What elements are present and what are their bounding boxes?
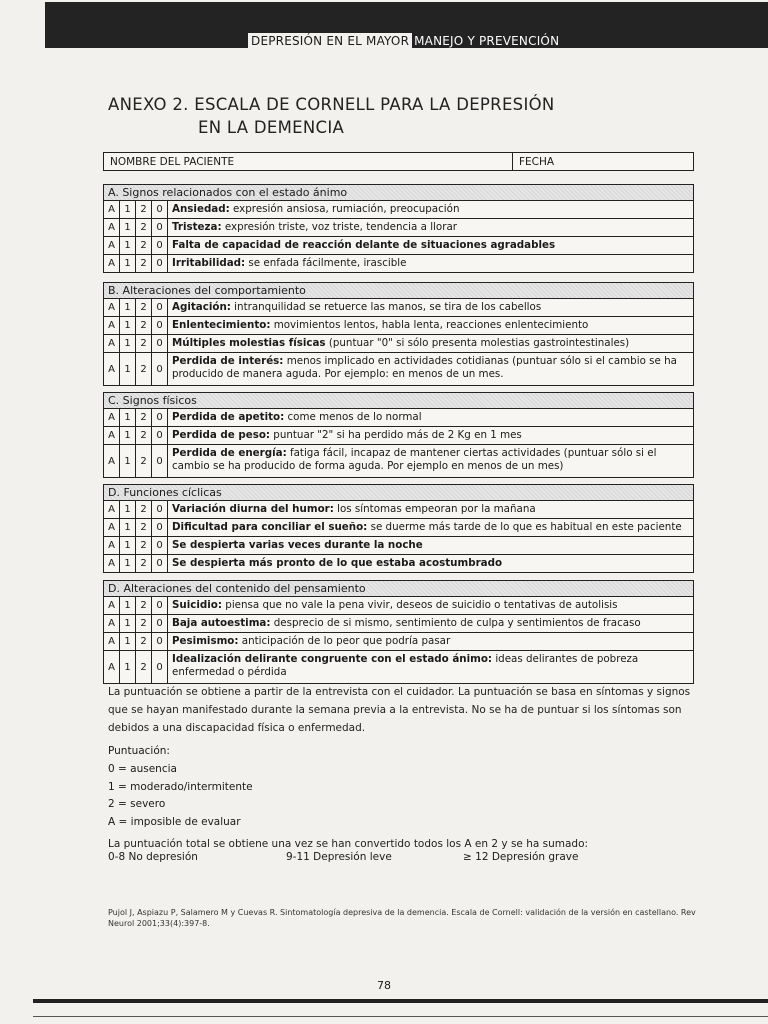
item-text: (puntuar "0" si sólo presenta molestias gastrointestinales) bbox=[325, 337, 630, 349]
score-option-cell: 1 bbox=[120, 633, 136, 650]
item-description bbox=[168, 597, 693, 614]
item-text: se duerme más tarde de lo que es habitual en este paciente bbox=[367, 521, 682, 533]
date-label: FECHA bbox=[519, 156, 555, 168]
item-description bbox=[168, 633, 693, 650]
item-label: Dificultad para conciliar el sueño: bbox=[172, 521, 368, 533]
scoring-legend bbox=[108, 743, 253, 832]
score-option-cell: A bbox=[104, 317, 120, 334]
score-option-cell: 0 bbox=[152, 353, 168, 385]
item-label: Idealización delirante congruente con el estado ánimo: bbox=[172, 653, 493, 665]
item-description bbox=[168, 555, 693, 572]
score-option-cell: 2 bbox=[136, 651, 152, 683]
score-option-cell: 2 bbox=[136, 409, 152, 426]
scale-item-row bbox=[104, 317, 693, 335]
scale-section bbox=[103, 282, 694, 386]
score-option-cell: 0 bbox=[152, 651, 168, 683]
item-description bbox=[168, 445, 693, 477]
score-option-cell: 1 bbox=[120, 317, 136, 334]
scale-item-row bbox=[104, 537, 693, 555]
score-option-cell: 0 bbox=[152, 201, 168, 218]
score-option-cell: A bbox=[104, 201, 120, 218]
item-description bbox=[168, 615, 693, 632]
running-header-right: MANEJO Y PREVENCIÓN bbox=[414, 34, 560, 48]
score-option-cell: 1 bbox=[120, 615, 136, 632]
scoring-item: 0 = ausencia bbox=[108, 762, 177, 775]
score-option-cell: 1 bbox=[120, 445, 136, 477]
score-option-cell: A bbox=[104, 555, 120, 572]
scale-item-row bbox=[104, 409, 693, 427]
score-option-cell: A bbox=[104, 237, 120, 254]
score-option-cell: 2 bbox=[136, 427, 152, 444]
item-text: piensa que no vale la pena vivir, deseos de suicidio o tentativas de autolisis bbox=[222, 599, 618, 611]
score-option-cell: 0 bbox=[152, 219, 168, 236]
item-label: Pesimismo: bbox=[172, 635, 239, 647]
score-option-cell: A bbox=[104, 501, 120, 518]
score-option-cell: A bbox=[104, 353, 120, 385]
scale-item-row bbox=[104, 201, 693, 219]
score-option-cell: A bbox=[104, 335, 120, 352]
total-no-depression: 0-8 No depresión bbox=[108, 851, 198, 863]
score-option-cell: 1 bbox=[120, 201, 136, 218]
scoring-label: Puntuación: bbox=[108, 745, 170, 757]
score-option-cell: A bbox=[104, 615, 120, 632]
item-label: Múltiples molestias físicas bbox=[172, 337, 326, 349]
item-label: Variación diurna del humor: bbox=[172, 503, 334, 515]
footer-rule-thin bbox=[33, 1016, 768, 1017]
score-option-cell: 0 bbox=[152, 427, 168, 444]
score-option-cell: 0 bbox=[152, 555, 168, 572]
scale-item-row bbox=[104, 427, 693, 445]
item-text: desprecio de si mismo, sentimiento de culpa y sentimientos de fracaso bbox=[270, 617, 641, 629]
scale-section bbox=[103, 580, 694, 684]
title-line-2: EN LA DEMENCIA bbox=[198, 118, 345, 137]
scoring-item: 2 = severo bbox=[108, 798, 166, 811]
score-option-cell: 1 bbox=[120, 555, 136, 572]
item-description bbox=[168, 237, 693, 254]
scale-item-row bbox=[104, 597, 693, 615]
total-mild-depression: 9-11 Depresión leve bbox=[286, 851, 392, 863]
score-option-cell: 1 bbox=[120, 255, 136, 272]
score-option-cell: 1 bbox=[120, 501, 136, 518]
section-heading: C. Signos físicos bbox=[104, 393, 693, 409]
score-option-cell: A bbox=[104, 537, 120, 554]
running-header-left: DEPRESIÓN EN EL MAYOR bbox=[248, 33, 412, 48]
item-label: Irritabilidad: bbox=[172, 257, 246, 269]
score-option-cell: A bbox=[104, 255, 120, 272]
score-option-cell: 0 bbox=[152, 445, 168, 477]
section-heading: D. Alteraciones del contenido del pensamiento bbox=[104, 581, 693, 597]
item-text: menos implicado en actividades cotidianas (puntuar sólo si el cambio se ha producido de manera aguda. Por ejemplo: en menos de un mes. bbox=[172, 355, 677, 380]
item-description bbox=[168, 299, 693, 316]
score-option-cell: 2 bbox=[136, 237, 152, 254]
scale-section bbox=[103, 484, 694, 573]
score-option-cell: 1 bbox=[120, 335, 136, 352]
score-option-cell: 0 bbox=[152, 255, 168, 272]
item-label: Se despierta varias veces durante la noche bbox=[172, 539, 423, 551]
scale-item-row bbox=[104, 335, 693, 353]
scale-item-row bbox=[104, 615, 693, 633]
footer-rule bbox=[33, 999, 768, 1003]
item-label: Perdida de interés: bbox=[172, 355, 284, 367]
item-text: puntuar "2" si ha perdido más de 2 Kg en 1 mes bbox=[270, 429, 522, 441]
scale-section bbox=[103, 184, 694, 273]
item-label: Agitación: bbox=[172, 301, 231, 313]
score-option-cell: 1 bbox=[120, 597, 136, 614]
score-option-cell: 1 bbox=[120, 219, 136, 236]
score-option-cell: 2 bbox=[136, 537, 152, 554]
item-text: come menos de lo normal bbox=[284, 411, 422, 423]
score-option-cell: A bbox=[104, 445, 120, 477]
score-option-cell: A bbox=[104, 299, 120, 316]
patient-info-box bbox=[103, 152, 694, 171]
score-option-cell: A bbox=[104, 219, 120, 236]
score-option-cell: 2 bbox=[136, 633, 152, 650]
score-option-cell: 1 bbox=[120, 299, 136, 316]
item-description bbox=[168, 537, 693, 554]
score-option-cell: 2 bbox=[136, 615, 152, 632]
item-text: expresión ansiosa, rumiación, preocupación bbox=[229, 203, 460, 215]
page-title bbox=[108, 93, 555, 139]
item-text: anticipación de lo peor que podría pasar bbox=[238, 635, 451, 647]
score-option-cell: 1 bbox=[120, 237, 136, 254]
running-header bbox=[248, 33, 563, 48]
item-text: los síntomas empeoran por la mañana bbox=[333, 503, 536, 515]
scale-section bbox=[103, 392, 694, 478]
scale-item-row bbox=[104, 519, 693, 537]
item-description bbox=[168, 427, 693, 444]
score-option-cell: A bbox=[104, 427, 120, 444]
score-option-cell: 0 bbox=[152, 519, 168, 536]
score-option-cell: 0 bbox=[152, 501, 168, 518]
score-option-cell: 1 bbox=[120, 537, 136, 554]
item-label: Enlentecimiento: bbox=[172, 319, 271, 331]
score-option-cell: 2 bbox=[136, 501, 152, 518]
item-description bbox=[168, 255, 693, 272]
item-description bbox=[168, 353, 693, 385]
total-severe-depression: ≥ 12 Depresión grave bbox=[463, 851, 579, 863]
score-option-cell: 2 bbox=[136, 555, 152, 572]
item-label: Perdida de energía: bbox=[172, 447, 287, 459]
score-option-cell: 0 bbox=[152, 299, 168, 316]
scoring-item: A = imposible de evaluar bbox=[108, 816, 241, 829]
item-label: Perdida de peso: bbox=[172, 429, 271, 441]
scoring-item: 1 = moderado/intermitente bbox=[108, 780, 253, 793]
scale-item-row bbox=[104, 633, 693, 651]
score-option-cell: 2 bbox=[136, 299, 152, 316]
score-option-cell: A bbox=[104, 409, 120, 426]
score-option-cell: 1 bbox=[120, 409, 136, 426]
score-option-cell: 2 bbox=[136, 597, 152, 614]
score-option-cell: 0 bbox=[152, 317, 168, 334]
score-option-cell: 1 bbox=[120, 427, 136, 444]
item-text: expresión triste, voz triste, tendencia a llorar bbox=[221, 221, 457, 233]
score-option-cell: 2 bbox=[136, 219, 152, 236]
score-option-cell: 2 bbox=[136, 255, 152, 272]
item-label: Ansiedad: bbox=[172, 203, 230, 215]
score-option-cell: 0 bbox=[152, 615, 168, 632]
scale-item-row bbox=[104, 237, 693, 255]
scale-item-row bbox=[104, 501, 693, 519]
item-description bbox=[168, 519, 693, 536]
score-option-cell: A bbox=[104, 633, 120, 650]
item-label: Baja autoestima: bbox=[172, 617, 271, 629]
item-description bbox=[168, 651, 693, 683]
score-option-cell: 0 bbox=[152, 335, 168, 352]
item-description bbox=[168, 501, 693, 518]
section-heading: B. Alteraciones del comportamiento bbox=[104, 283, 693, 299]
totals-intro: La puntuación total se obtiene una vez se han convertido todos los A en 2 y se ha sumado: bbox=[108, 838, 589, 850]
item-description bbox=[168, 219, 693, 236]
item-text: ideas delirantes de pobreza enfermedad o pérdida bbox=[172, 653, 639, 678]
scale-item-row bbox=[104, 555, 693, 572]
score-option-cell: 0 bbox=[152, 237, 168, 254]
scale-item-row bbox=[104, 353, 693, 385]
score-option-cell: 2 bbox=[136, 519, 152, 536]
score-option-cell: 2 bbox=[136, 353, 152, 385]
scale-item-row bbox=[104, 445, 693, 477]
scale-item-row bbox=[104, 299, 693, 317]
item-label: Tristeza: bbox=[172, 221, 222, 233]
page-number: 78 bbox=[377, 979, 391, 992]
score-option-cell: 1 bbox=[120, 353, 136, 385]
reference-citation: Pujol J, Aspiazu P, Salamero M y Cuevas R. Sintomatología depresiva de la demencia. Escala de Cornell: validación de la versión en castellano. Rev Neurol 2001;33(4):397-8. bbox=[108, 908, 696, 928]
section-heading: D. Funciones cíclicas bbox=[104, 485, 693, 501]
score-option-cell: 0 bbox=[152, 537, 168, 554]
item-text: intranquilidad se retuerce las manos, se tira de los cabellos bbox=[230, 301, 542, 313]
item-label: Perdida de apetito: bbox=[172, 411, 285, 423]
item-description bbox=[168, 409, 693, 426]
item-label: Se despierta más pronto de lo que estaba acostumbrado bbox=[172, 557, 503, 569]
score-option-cell: 2 bbox=[136, 201, 152, 218]
score-option-cell: 1 bbox=[120, 519, 136, 536]
score-option-cell: 0 bbox=[152, 597, 168, 614]
scale-item-row bbox=[104, 255, 693, 272]
scoring-explanation: La puntuación se obtiene a partir de la entrevista con el cuidador. La puntuación se basa en síntomas y signos que se hayan manifestado durante la semana previa a la entrevista. No se ha de puntuar si los síntomas son debidos a una discapacidad física o enfermedad. bbox=[108, 686, 691, 734]
section-heading: A. Signos relacionados con el estado ánimo bbox=[104, 185, 693, 201]
item-label: Suicidio: bbox=[172, 599, 223, 611]
scale-item-row bbox=[104, 651, 693, 683]
item-text: fatiga fácil, incapaz de mantener ciertas actividades (puntuar sólo si el cambio se ha producido de forma aguda. Por ejemplo en menos de un mes) bbox=[172, 447, 657, 472]
item-description bbox=[168, 335, 693, 352]
item-description bbox=[168, 201, 693, 218]
score-option-cell: 2 bbox=[136, 335, 152, 352]
title-line-1: ANEXO 2. ESCALA DE CORNELL PARA LA DEPRESIÓN bbox=[108, 95, 555, 114]
score-option-cell: A bbox=[104, 597, 120, 614]
item-text: se enfada fácilmente, irascible bbox=[245, 257, 407, 269]
score-option-cell: A bbox=[104, 519, 120, 536]
item-text: movimientos lentos, habla lenta, reacciones enlentecimiento bbox=[270, 319, 589, 331]
score-option-cell: 1 bbox=[120, 651, 136, 683]
patient-name-label: NOMBRE DEL PACIENTE bbox=[104, 153, 513, 170]
score-option-cell: 0 bbox=[152, 633, 168, 650]
item-description bbox=[168, 317, 693, 334]
score-option-cell: 0 bbox=[152, 409, 168, 426]
scale-item-row bbox=[104, 219, 693, 237]
score-option-cell: 2 bbox=[136, 317, 152, 334]
score-option-cell: A bbox=[104, 651, 120, 683]
score-option-cell: 2 bbox=[136, 445, 152, 477]
item-label: Falta de capacidad de reacción delante de situaciones agradables bbox=[172, 239, 556, 251]
